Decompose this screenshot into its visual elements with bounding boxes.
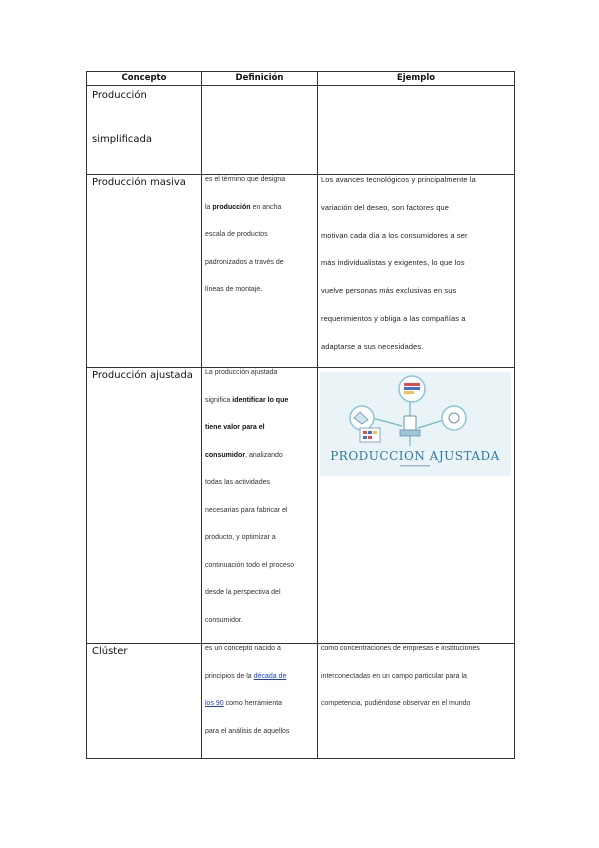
example-line: competencia, pudiéndose observar en el mundo — [321, 700, 471, 707]
concept-text: Producción masiva — [92, 177, 186, 188]
top-circle-detail — [404, 387, 420, 390]
table-row — [87, 86, 515, 175]
definition-line: La producción ajustada — [205, 369, 278, 376]
example-cell — [318, 86, 515, 175]
concept-cell — [87, 644, 202, 759]
table-row — [87, 175, 515, 368]
definition-line: necesarias para fabricar el — [205, 506, 288, 514]
definition-line: para el análisis de aquellos — [205, 727, 290, 735]
definition-cell — [202, 86, 318, 175]
definition-line: principios de la década de — [205, 672, 287, 680]
central-machine-base — [400, 430, 420, 436]
definition-line: es un concepto nacido a — [205, 645, 281, 652]
example-cell — [318, 368, 515, 644]
definition-line: escala de productos — [205, 231, 268, 238]
concept-cell — [87, 86, 202, 175]
definition-line: padronizados a través de — [205, 258, 284, 266]
concept-cell — [87, 368, 202, 644]
definition-line: todas las actividades — [205, 479, 270, 486]
definition-line: tiene valor para el — [205, 424, 265, 431]
example-line: más individualistas y exigentes, lo que los — [321, 258, 465, 268]
definition-line: significa identificar lo que — [205, 396, 289, 404]
example-line: requerimientos y obliga a las compañías a — [321, 313, 466, 323]
diagram-title: PRODUCCION AJUSTADA — [330, 449, 500, 463]
example-line: motivan cada día a los consumidores a ser — [321, 230, 468, 240]
example-line: interconectadas en un campo particular para la — [321, 672, 467, 680]
definition-line: producto, y optimizar a — [205, 534, 276, 541]
concepts-table — [86, 71, 515, 759]
definition-cell — [202, 368, 318, 644]
top-circle-detail — [404, 391, 414, 394]
example-line: vuelve personas más exclusivas en sus — [321, 286, 457, 296]
bottom-left-grid — [360, 428, 380, 442]
concept-cell — [87, 175, 202, 368]
definition-line: los 90 como herramienta — [205, 700, 283, 707]
example-line: como concentraciones de empresas e instituciones — [321, 645, 480, 652]
concept-text: Producción ajustada — [92, 370, 193, 381]
table-row — [87, 368, 515, 644]
definition-line: la producción en ancha — [205, 203, 282, 211]
concept-text: Clúster — [92, 646, 128, 657]
example-line: variación del deseo, son factores que — [321, 202, 449, 212]
example-line: adaptarse a sus necesidades. — [321, 341, 424, 351]
decada-link-continued[interactable]: los 90 — [205, 700, 224, 707]
header-concepto: Concepto — [87, 72, 202, 86]
central-machine — [404, 416, 416, 430]
lean-production-diagram — [320, 372, 511, 476]
definition-cell — [202, 644, 318, 759]
definition-line: consumidor, analizando — [205, 451, 283, 459]
concept-text: Producción — [92, 90, 147, 101]
right-process-circle — [442, 406, 466, 430]
example-cell — [318, 644, 515, 759]
definition-line: desde la perspectiva del — [205, 589, 281, 596]
example-cell — [318, 175, 515, 368]
header-definicion: Definición — [202, 72, 318, 86]
definition-line: es el término que designa — [205, 176, 286, 183]
diagram-subtitle-line — [400, 465, 430, 467]
definition-line: consumidor. — [205, 616, 243, 624]
concept-text: simplificada — [92, 134, 153, 145]
definition-cell — [202, 175, 318, 368]
header-ejemplo: Ejemplo — [318, 72, 515, 86]
example-line: Los avances tecnológicos y principalmente la — [321, 175, 476, 184]
definition-line: continuación todo el proceso — [205, 561, 295, 569]
table-row — [87, 644, 515, 759]
decada-link[interactable]: década de — [253, 672, 287, 680]
definition-line: líneas de montaje. — [205, 286, 263, 293]
top-circle-detail — [404, 383, 420, 386]
table-header-row — [87, 72, 515, 86]
